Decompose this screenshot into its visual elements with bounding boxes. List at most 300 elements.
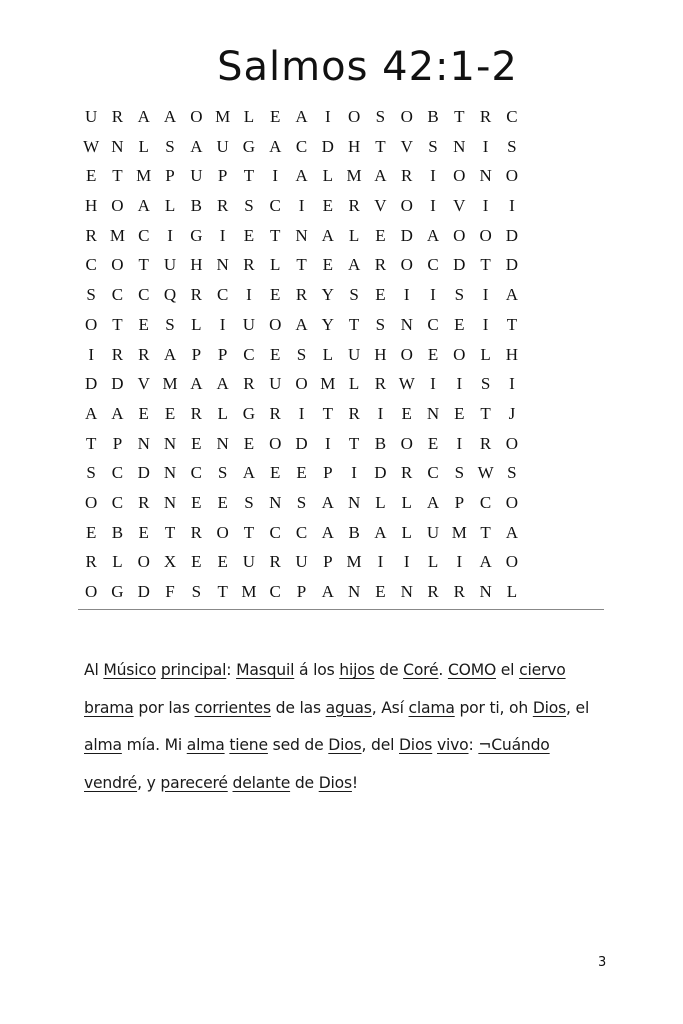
- grid-letter[interactable]: O: [505, 552, 519, 572]
- grid-letter[interactable]: A: [321, 225, 334, 245]
- grid-letter[interactable]: L: [243, 107, 255, 126]
- search-word: COMO: [447, 661, 497, 679]
- grid-letter[interactable]: U: [85, 107, 98, 126]
- grid-letter[interactable]: L: [480, 344, 491, 364]
- grid-letter[interactable]: P: [454, 492, 465, 512]
- grid-letter[interactable]: R: [216, 196, 229, 216]
- grid-letter[interactable]: N: [347, 492, 361, 512]
- grid-letter[interactable]: V: [374, 196, 387, 216]
- grid-letter[interactable]: D: [505, 255, 519, 275]
- grid-letter[interactable]: I: [509, 374, 515, 394]
- grid-letter[interactable]: L: [270, 255, 281, 275]
- search-word: principal: [160, 661, 227, 679]
- grid-letter[interactable]: B: [190, 196, 202, 216]
- grid-letter[interactable]: R: [401, 166, 413, 186]
- grid-letter[interactable]: A: [137, 196, 150, 216]
- search-word: brama: [84, 698, 134, 717]
- grid-letter[interactable]: O: [216, 522, 229, 542]
- grid-letter[interactable]: N: [347, 582, 361, 601]
- grid-letter[interactable]: S: [191, 582, 202, 601]
- grid-letter[interactable]: R: [269, 403, 281, 423]
- grid-letter[interactable]: E: [138, 522, 149, 542]
- grid-letter[interactable]: E: [217, 492, 228, 512]
- grid-letter[interactable]: S: [480, 374, 491, 394]
- grid-letter[interactable]: C: [427, 314, 439, 334]
- grid-letter[interactable]: E: [375, 285, 386, 305]
- grid-letter[interactable]: W: [477, 463, 494, 483]
- grid-letter[interactable]: M: [109, 225, 125, 245]
- grid-letter[interactable]: C: [85, 255, 97, 275]
- grid-letter[interactable]: O: [400, 107, 413, 126]
- grid-letter[interactable]: H: [505, 344, 519, 364]
- grid-letter[interactable]: T: [348, 433, 360, 453]
- grid-letter[interactable]: P: [112, 433, 123, 453]
- grid-letter[interactable]: N: [216, 433, 229, 453]
- grid-letter[interactable]: T: [112, 314, 123, 334]
- grid-letter[interactable]: C: [427, 463, 439, 483]
- grid-letter[interactable]: P: [217, 166, 228, 186]
- grid-letter[interactable]: M: [215, 107, 231, 126]
- grid-letter[interactable]: M: [346, 166, 362, 186]
- grid-letter[interactable]: I: [167, 225, 173, 245]
- grid-letter[interactable]: E: [138, 314, 149, 334]
- grid-letter[interactable]: O: [111, 255, 124, 275]
- grid-letter[interactable]: R: [453, 582, 465, 601]
- grid-letter[interactable]: S: [375, 107, 386, 126]
- grid-letter[interactable]: M: [136, 166, 152, 186]
- grid-letter[interactable]: L: [348, 225, 360, 245]
- grid-letter[interactable]: T: [375, 136, 386, 156]
- grid-letter[interactable]: E: [270, 285, 281, 305]
- grid-letter[interactable]: O: [400, 344, 413, 364]
- grid-letter[interactable]: R: [401, 463, 413, 483]
- grid-letter[interactable]: I: [430, 285, 436, 305]
- grid-letter[interactable]: N: [453, 136, 466, 156]
- grid-letter[interactable]: W: [398, 374, 415, 394]
- grid-letter[interactable]: L: [191, 314, 202, 334]
- grid-letter[interactable]: P: [323, 463, 333, 483]
- grid-letter[interactable]: C: [269, 582, 281, 601]
- grid-letter[interactable]: R: [374, 374, 387, 394]
- grid-letter[interactable]: I: [219, 314, 226, 334]
- grid-letter[interactable]: R: [427, 582, 439, 601]
- grid-letter[interactable]: S: [296, 492, 307, 512]
- grid-letter[interactable]: E: [270, 344, 281, 364]
- grid-letter[interactable]: R: [479, 433, 492, 453]
- grid-letter[interactable]: A: [242, 463, 256, 483]
- grid-letter[interactable]: A: [137, 107, 150, 126]
- grid-letter[interactable]: N: [426, 403, 440, 423]
- grid-letter[interactable]: D: [374, 463, 387, 483]
- grid-letter[interactable]: C: [427, 255, 439, 275]
- grid-letter[interactable]: N: [163, 433, 177, 453]
- grid-letter[interactable]: Q: [163, 285, 177, 305]
- grid-letter[interactable]: I: [430, 374, 436, 394]
- grid-letter[interactable]: I: [430, 196, 436, 216]
- grid-letter[interactable]: O: [505, 433, 519, 453]
- grid-letter[interactable]: I: [482, 285, 489, 305]
- grid-letter[interactable]: O: [269, 314, 282, 334]
- grid-letter[interactable]: U: [163, 255, 177, 275]
- grid-letter[interactable]: N: [163, 492, 177, 512]
- grid-letter[interactable]: A: [321, 582, 334, 601]
- grid-letter[interactable]: S: [375, 314, 386, 334]
- grid-letter[interactable]: B: [427, 107, 439, 126]
- grid-letter[interactable]: T: [506, 314, 518, 334]
- grid-letter[interactable]: O: [505, 166, 519, 186]
- grid-letter[interactable]: T: [454, 107, 465, 126]
- grid-letter[interactable]: I: [298, 403, 305, 423]
- grid-letter[interactable]: I: [324, 107, 331, 126]
- grid-letter[interactable]: L: [427, 552, 439, 572]
- grid-letter[interactable]: E: [164, 403, 176, 423]
- grid-letter[interactable]: L: [348, 374, 360, 394]
- grid-letter[interactable]: R: [85, 225, 97, 245]
- grid-letter[interactable]: I: [456, 374, 463, 394]
- grid-letter[interactable]: A: [505, 522, 519, 542]
- grid-letter[interactable]: H: [347, 136, 361, 156]
- grid-letter[interactable]: H: [190, 255, 203, 275]
- grid-letter[interactable]: R: [243, 255, 255, 275]
- grid-letter[interactable]: A: [295, 107, 308, 126]
- grid-letter[interactable]: W: [83, 136, 100, 156]
- grid-letter[interactable]: M: [346, 552, 362, 572]
- grid-letter[interactable]: E: [191, 433, 202, 453]
- grid-letter[interactable]: T: [217, 582, 228, 601]
- grid-letter[interactable]: O: [505, 492, 519, 512]
- grid-letter[interactable]: R: [85, 552, 97, 572]
- grid-letter[interactable]: A: [216, 374, 229, 394]
- grid-letter[interactable]: D: [400, 225, 413, 245]
- grid-letter[interactable]: A: [505, 285, 519, 305]
- grid-letter[interactable]: I: [377, 552, 384, 572]
- grid-letter[interactable]: I: [219, 225, 226, 245]
- grid-letter[interactable]: A: [426, 492, 440, 512]
- grid-letter[interactable]: S: [296, 344, 307, 364]
- grid-letter[interactable]: S: [86, 463, 96, 483]
- search-word: Dios: [532, 698, 567, 717]
- grid-letter[interactable]: C: [269, 522, 281, 542]
- grid-letter[interactable]: R: [348, 403, 360, 423]
- grid-letter[interactable]: R: [190, 522, 202, 542]
- grid-letter[interactable]: O: [347, 107, 361, 126]
- grid-letter[interactable]: R: [111, 107, 124, 126]
- grid-letter[interactable]: C: [138, 285, 150, 305]
- grid-letter[interactable]: E: [427, 344, 439, 364]
- grid-letter[interactable]: R: [190, 285, 202, 305]
- grid-letter[interactable]: C: [295, 136, 308, 156]
- grid-letter[interactable]: L: [401, 492, 412, 512]
- grid-letter[interactable]: I: [482, 196, 489, 216]
- grid-letter[interactable]: G: [190, 225, 203, 245]
- search-word: aguas: [325, 698, 372, 717]
- grid-letter[interactable]: T: [270, 225, 281, 245]
- grid-letter[interactable]: S: [244, 492, 254, 512]
- grid-letter[interactable]: L: [322, 166, 334, 186]
- grid-letter[interactable]: R: [243, 374, 255, 394]
- grid-letter[interactable]: D: [453, 255, 466, 275]
- grid-letter[interactable]: A: [295, 166, 308, 186]
- grid-letter[interactable]: J: [508, 403, 516, 423]
- grid-letter[interactable]: T: [85, 433, 97, 453]
- grid-letter[interactable]: V: [400, 136, 413, 156]
- grid-letter[interactable]: S: [165, 314, 175, 334]
- grid-letter[interactable]: S: [217, 463, 228, 483]
- grid-letter[interactable]: I: [377, 403, 384, 423]
- grid-letter[interactable]: E: [322, 255, 334, 275]
- grid-letter[interactable]: T: [296, 255, 307, 275]
- grid-letter[interactable]: N: [137, 433, 150, 453]
- grid-letter[interactable]: P: [217, 344, 228, 364]
- grid-letter[interactable]: D: [137, 463, 150, 483]
- grid-letter[interactable]: O: [85, 582, 98, 601]
- grid-letter[interactable]: I: [272, 166, 279, 186]
- grid-letter[interactable]: R: [479, 107, 492, 126]
- grid-letter[interactable]: E: [401, 403, 412, 423]
- grid-letter[interactable]: O: [137, 552, 150, 572]
- grid-letter[interactable]: H: [85, 196, 98, 216]
- grid-letter[interactable]: I: [403, 552, 410, 572]
- grid-letter[interactable]: D: [321, 136, 334, 156]
- grid-letter[interactable]: N: [479, 166, 492, 186]
- grid-letter[interactable]: P: [323, 552, 333, 572]
- grid-letter[interactable]: E: [270, 463, 281, 483]
- grid-letter[interactable]: D: [505, 225, 519, 245]
- grid-letter[interactable]: I: [430, 166, 436, 186]
- grid-letter[interactable]: A: [295, 314, 308, 334]
- grid-letter[interactable]: Y: [321, 285, 334, 305]
- grid-letter[interactable]: I: [246, 285, 252, 305]
- grid-letter[interactable]: L: [112, 552, 123, 572]
- grid-letter[interactable]: E: [427, 433, 439, 453]
- grid-letter[interactable]: E: [454, 403, 465, 423]
- grid-letter[interactable]: Y: [321, 314, 334, 334]
- grid-letter[interactable]: E: [217, 552, 228, 572]
- grid-letter[interactable]: H: [374, 344, 387, 364]
- grid-letter[interactable]: O: [453, 344, 466, 364]
- grid-letter[interactable]: E: [375, 225, 386, 245]
- grid-letter[interactable]: I: [298, 196, 305, 216]
- grid-letter[interactable]: G: [111, 582, 124, 601]
- grid-letter[interactable]: P: [165, 166, 175, 186]
- grid-letter[interactable]: I: [456, 552, 463, 572]
- grid-letter[interactable]: B: [348, 522, 360, 542]
- grid-letter[interactable]: N: [163, 463, 177, 483]
- grid-letter[interactable]: B: [374, 433, 387, 453]
- grid-letter[interactable]: D: [85, 374, 98, 394]
- grid-letter[interactable]: M: [162, 374, 178, 394]
- grid-letter[interactable]: N: [269, 492, 282, 512]
- grid-letter[interactable]: C: [138, 225, 150, 245]
- divider: [78, 609, 604, 610]
- grid-letter[interactable]: T: [138, 255, 149, 275]
- grid-letter[interactable]: S: [507, 463, 517, 483]
- grid-letter[interactable]: L: [138, 136, 149, 156]
- grid-letter[interactable]: A: [111, 403, 124, 423]
- grid-letter[interactable]: A: [347, 255, 361, 275]
- grid-letter[interactable]: P: [296, 582, 307, 601]
- grid-letter[interactable]: X: [163, 552, 177, 572]
- grid-letter[interactable]: T: [322, 403, 334, 423]
- grid-letter[interactable]: A: [321, 522, 334, 542]
- grid-letter[interactable]: O: [85, 314, 98, 334]
- grid-letter[interactable]: T: [243, 166, 255, 186]
- grid-letter[interactable]: U: [242, 552, 256, 572]
- grid-letter[interactable]: I: [351, 463, 357, 483]
- grid-letter[interactable]: L: [506, 582, 518, 601]
- grid-letter[interactable]: A: [374, 166, 387, 186]
- grid-letter[interactable]: S: [454, 285, 465, 305]
- grid-letter[interactable]: L: [217, 403, 228, 423]
- grid-letter[interactable]: E: [191, 492, 202, 512]
- grid-letter[interactable]: A: [269, 136, 282, 156]
- grid-letter[interactable]: I: [456, 433, 463, 453]
- grid-letter[interactable]: N: [400, 582, 413, 601]
- grid-letter[interactable]: F: [165, 582, 175, 601]
- grid-letter[interactable]: P: [191, 344, 202, 364]
- grid-letter[interactable]: E: [454, 314, 465, 334]
- grid-letter[interactable]: A: [190, 136, 203, 156]
- grid-letter[interactable]: C: [111, 285, 124, 305]
- grid-letter[interactable]: T: [348, 314, 360, 334]
- grid-letter[interactable]: E: [322, 196, 334, 216]
- grid-letter[interactable]: I: [88, 344, 94, 364]
- grid-letter[interactable]: C: [111, 463, 124, 483]
- grid-letter[interactable]: E: [85, 166, 97, 186]
- grid-letter[interactable]: S: [428, 136, 438, 156]
- passage-text: á los: [294, 661, 340, 679]
- grid-letter[interactable]: C: [243, 344, 255, 364]
- grid-letter[interactable]: U: [295, 552, 308, 572]
- grid-letter[interactable]: O: [400, 433, 413, 453]
- grid-letter[interactable]: D: [295, 433, 308, 453]
- grid-letter[interactable]: N: [400, 314, 413, 334]
- grid-letter[interactable]: L: [164, 196, 176, 216]
- grid-letter[interactable]: E: [375, 582, 386, 601]
- grid-letter[interactable]: R: [138, 344, 150, 364]
- grid-letter[interactable]: S: [454, 463, 465, 483]
- grid-letter[interactable]: I: [324, 433, 331, 453]
- grid-letter[interactable]: B: [111, 522, 124, 542]
- grid-letter[interactable]: U: [190, 166, 203, 186]
- grid-letter[interactable]: E: [243, 225, 255, 245]
- grid-letter[interactable]: U: [242, 314, 256, 334]
- grid-letter[interactable]: O: [453, 225, 466, 245]
- grid-letter[interactable]: N: [111, 136, 124, 156]
- grid-letter[interactable]: L: [322, 344, 334, 364]
- passage-text: sed de: [267, 736, 329, 754]
- grid-letter[interactable]: S: [86, 285, 96, 305]
- grid-letter[interactable]: O: [479, 225, 492, 245]
- grid-letter[interactable]: T: [480, 403, 491, 423]
- grid-letter[interactable]: L: [375, 492, 386, 512]
- search-word: ciervo: [519, 661, 566, 679]
- grid-letter[interactable]: D: [111, 374, 124, 394]
- grid-letter[interactable]: R: [138, 492, 150, 512]
- grid-letter[interactable]: N: [216, 255, 229, 275]
- grid-letter[interactable]: T: [480, 522, 491, 542]
- grid-letter[interactable]: O: [111, 196, 124, 216]
- grid-letter[interactable]: I: [482, 136, 489, 156]
- grid-letter[interactable]: M: [320, 374, 336, 394]
- grid-letter[interactable]: N: [295, 225, 308, 245]
- grid-letter[interactable]: O: [269, 433, 282, 453]
- grid-letter[interactable]: A: [190, 374, 203, 394]
- grid-letter[interactable]: C: [269, 196, 281, 216]
- grid-letter[interactable]: I: [509, 196, 515, 216]
- grid-letter[interactable]: E: [85, 522, 97, 542]
- grid-letter[interactable]: T: [164, 522, 176, 542]
- grid-letter[interactable]: I: [482, 314, 489, 334]
- grid-letter[interactable]: O: [400, 255, 413, 275]
- grid-letter[interactable]: C: [479, 492, 492, 512]
- grid-letter[interactable]: S: [165, 136, 175, 156]
- grid-letter[interactable]: O: [295, 374, 308, 394]
- grid-letter[interactable]: T: [480, 255, 491, 275]
- grid-letter[interactable]: R: [190, 403, 202, 423]
- grid-letter[interactable]: E: [191, 552, 202, 572]
- search-word: alma: [84, 736, 122, 754]
- grid-letter[interactable]: T: [243, 522, 255, 542]
- grid-letter[interactable]: R: [348, 196, 360, 216]
- grid-letter[interactable]: O: [85, 492, 98, 512]
- grid-letter[interactable]: M: [451, 522, 467, 542]
- grid-letter[interactable]: A: [479, 552, 492, 572]
- grid-letter[interactable]: U: [216, 136, 229, 156]
- grid-letter[interactable]: A: [163, 107, 177, 126]
- grid-letter[interactable]: R: [111, 344, 124, 364]
- grid-letter[interactable]: S: [349, 285, 359, 305]
- grid-letter[interactable]: G: [242, 136, 256, 156]
- grid-letter[interactable]: E: [138, 403, 149, 423]
- grid-letter[interactable]: C: [216, 285, 229, 305]
- grid-letter[interactable]: S: [507, 136, 517, 156]
- grid-letter[interactable]: U: [426, 522, 440, 542]
- grid-letter[interactable]: R: [269, 552, 281, 572]
- grid-letter[interactable]: R: [295, 285, 308, 305]
- grid-letter[interactable]: O: [453, 166, 466, 186]
- grid-letter[interactable]: A: [85, 403, 98, 423]
- grid-letter[interactable]: C: [111, 492, 124, 512]
- grid-letter[interactable]: V: [453, 196, 466, 216]
- grid-letter[interactable]: D: [137, 582, 150, 601]
- grid-letter[interactable]: V: [137, 374, 150, 394]
- grid-letter[interactable]: A: [163, 344, 177, 364]
- grid-letter[interactable]: A: [321, 492, 334, 512]
- grid-letter[interactable]: T: [112, 166, 123, 186]
- grid-letter[interactable]: U: [347, 344, 361, 364]
- grid-letter[interactable]: L: [401, 522, 412, 542]
- grid-letter[interactable]: O: [400, 196, 413, 216]
- grid-letter[interactable]: S: [244, 196, 254, 216]
- grid-letter[interactable]: C: [295, 522, 308, 542]
- grid-letter[interactable]: C: [506, 107, 518, 126]
- passage-text: por ti, oh: [454, 698, 533, 717]
- grid-letter[interactable]: O: [190, 107, 203, 126]
- grid-letter[interactable]: E: [243, 433, 255, 453]
- grid-letter[interactable]: E: [270, 107, 281, 126]
- grid-letter[interactable]: A: [426, 225, 440, 245]
- grid-letter[interactable]: E: [296, 463, 307, 483]
- grid-letter[interactable]: C: [190, 463, 202, 483]
- grid-letter[interactable]: M: [241, 582, 257, 601]
- grid-letter[interactable]: U: [269, 374, 282, 394]
- grid-letter[interactable]: A: [374, 522, 387, 542]
- grid-letter[interactable]: N: [479, 582, 492, 601]
- grid-letter[interactable]: G: [242, 403, 256, 423]
- grid-letter[interactable]: I: [403, 285, 410, 305]
- grid-letter[interactable]: R: [374, 255, 387, 275]
